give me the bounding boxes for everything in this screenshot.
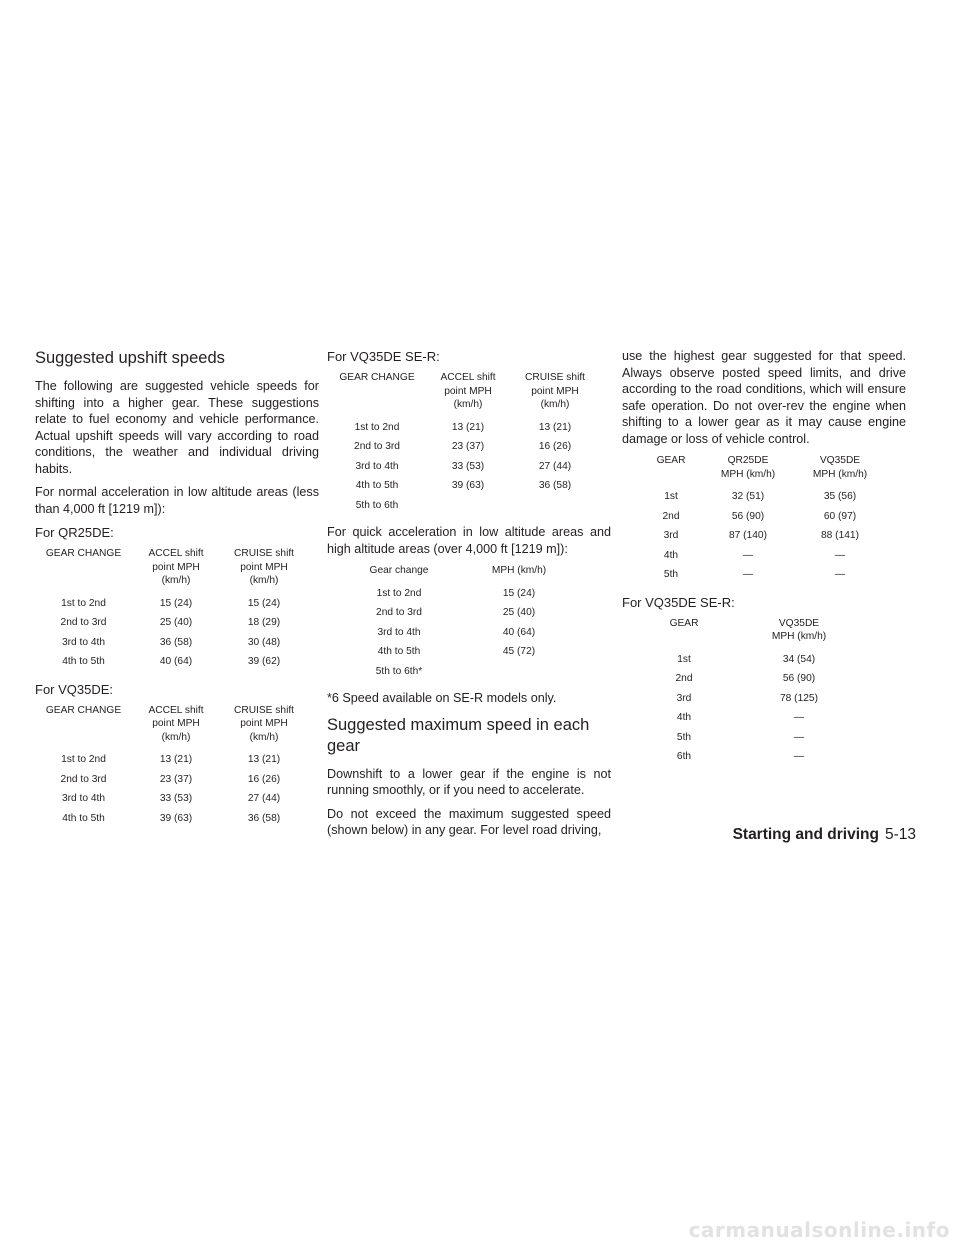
table-row (35, 789, 308, 809)
table-cell: 78 (125) (780, 692, 818, 704)
table-cell: 16 (26) (538, 441, 572, 453)
table-cell: 6th (676, 751, 692, 763)
table-row (339, 662, 579, 682)
table-cell: 4th (663, 549, 679, 561)
table-cell: — (793, 731, 805, 743)
table-cell: 35 (56) (823, 491, 857, 503)
table-cell: 33 (53) (159, 793, 193, 805)
max-speed-para3: use the highest gear suggested for that speed. Always observe posted speed limits, and drive according to the road conditions, which will ensure safe operation. Do not over-rev the engine when shifting to a lower gear as it may cause engine damage or loss of vehicle control. (622, 349, 906, 446)
column-header: CRUISE shift point MPH (km/h) (524, 372, 585, 410)
table-cell: — (834, 549, 846, 561)
table-row (644, 689, 874, 709)
table-cell: 3rd to 4th (61, 793, 106, 805)
column-header: VQ35DE MPH (km/h) (812, 455, 868, 480)
table-cell: 2nd (675, 673, 693, 685)
column-header: GEAR CHANGE (45, 704, 122, 716)
table-cell: 27 (44) (247, 793, 281, 805)
vq35de-ser-table (327, 371, 601, 515)
table-row (640, 526, 886, 546)
table-cell: 13 (21) (538, 421, 572, 433)
table-cell: 5th (676, 731, 692, 743)
table-cell: 30 (48) (247, 636, 281, 648)
quick-accel-text: For quick acceleration in low altitude areas and high altitude areas (over 4,000 ft [1219 m]): (327, 525, 611, 556)
column-header: VQ35DE MPH (km/h) (771, 617, 827, 642)
table-cell: 36 (58) (247, 812, 281, 824)
table-cell (427, 496, 509, 516)
ser-max-speed-table (644, 617, 874, 767)
table-cell: 23 (37) (159, 773, 193, 785)
column-header: CRUISE shift point MPH (km/h) (233, 548, 294, 586)
table-cell: 25 (40) (159, 617, 193, 629)
table-cell: — (742, 549, 754, 561)
footnote: *6 Speed available on SE-R models only. (327, 691, 557, 705)
column-header: MPH (km/h) (491, 565, 547, 576)
column-header: GEAR CHANGE (339, 372, 415, 383)
table-cell: 36 (58) (538, 480, 572, 492)
table-cell: 34 (54) (782, 653, 816, 665)
table-cell: 2nd to 3rd (354, 441, 400, 453)
table-cell: 4th to 5th (377, 646, 421, 658)
normal-accel-text: For normal acceleration in low altitude areas (less than 4,000 ft [1219 m]): (35, 485, 319, 516)
column-header: GEAR CHANGE (45, 548, 122, 559)
table-cell: 40 (64) (159, 656, 193, 668)
column-header: Gear change (369, 565, 429, 576)
column-right (622, 348, 906, 776)
table-cell: 4th to 5th (62, 656, 105, 668)
table-row (327, 496, 601, 516)
table-cell: 88 (141) (821, 530, 859, 542)
table-cell: 1st to 2nd (61, 597, 106, 609)
table-cell: 33 (53) (451, 460, 485, 472)
table-cell: 60 (97) (823, 510, 857, 522)
table-cell: — (742, 569, 754, 581)
table-row (640, 546, 886, 566)
table-cell: 1st to 2nd (376, 587, 422, 599)
watermark (0, 1218, 960, 1242)
table-cell: 27 (44) (538, 460, 572, 472)
table-cell: 4th to 5th (355, 480, 399, 492)
table-cell: 56 (90) (782, 673, 816, 685)
quick-accel-table (339, 564, 579, 681)
table-cell: 13 (21) (247, 754, 281, 766)
table-cell: 56 (90) (731, 510, 765, 522)
table-cell: 4th to 5th (62, 812, 105, 824)
qr25de-label: For QR25DE: (35, 525, 114, 540)
table-cell: 3rd to 4th (377, 626, 421, 638)
vq35de-ser-label: For VQ35DE SE-R: (327, 349, 440, 364)
table-cell: 1st (664, 491, 678, 503)
table-row (35, 750, 308, 770)
max-speed-heading: Suggested maximum speed in each gear (327, 715, 590, 755)
table-row (640, 565, 886, 585)
table-cell: 45 (72) (502, 646, 536, 658)
column-header: ACCEL shift point MPH (km/h) (440, 372, 496, 410)
table-cell: 16 (26) (247, 773, 281, 785)
table-cell: 36 (58) (159, 636, 193, 648)
watermark-text: carmanualsonline.info (688, 1218, 950, 1242)
table-cell: 15 (24) (159, 597, 193, 609)
table-row (644, 650, 874, 670)
table-row (327, 457, 601, 477)
table-row (35, 652, 308, 672)
table-row (35, 809, 308, 829)
column-middle (327, 348, 611, 846)
table-row (640, 487, 886, 507)
column-header: ACCEL shift point MPH (km/h) (148, 548, 204, 586)
table-row (339, 584, 579, 604)
table-row (644, 669, 874, 689)
table-row (35, 594, 308, 614)
vq35de-label: For VQ35DE: (35, 681, 114, 697)
table-cell: 23 (37) (451, 441, 485, 453)
page-number: 5-13 (884, 826, 916, 843)
table-cell: 5th to 6th* (375, 665, 423, 677)
table-cell: 5th to 6th (355, 499, 399, 511)
column-header: GEAR (656, 455, 686, 466)
table-row (644, 747, 874, 767)
table-cell: 15 (24) (502, 587, 536, 599)
table-cell: 39 (62) (247, 656, 281, 668)
table-cell: 18 (29) (247, 617, 281, 629)
table-row (327, 437, 601, 457)
table-cell (509, 496, 601, 516)
table-row (327, 476, 601, 496)
column-header: GEAR (669, 617, 699, 629)
table-cell: 13 (21) (451, 421, 485, 433)
column-header: ACCEL shift point MPH (km/h) (148, 704, 204, 743)
table-cell: 3rd (676, 692, 692, 704)
table-row (640, 507, 886, 527)
table-cell: 2nd to 3rd (60, 773, 107, 785)
table-row (327, 418, 601, 438)
table-cell: 3rd (663, 530, 679, 542)
table-cell (459, 662, 579, 682)
qr25de-table (35, 547, 308, 672)
ser-max-speed-label: For VQ35DE SE-R: (622, 594, 735, 610)
table-row (644, 708, 874, 728)
table-row (339, 623, 579, 643)
table-row (339, 603, 579, 623)
table-cell: 87 (140) (729, 530, 767, 542)
table-row (339, 642, 579, 662)
table-cell: — (793, 712, 805, 724)
table-cell: 1st to 2nd (61, 754, 106, 766)
table-cell: 3rd to 4th (61, 636, 106, 648)
column-left (35, 348, 319, 837)
table-cell: — (793, 751, 805, 763)
page-footer (733, 826, 916, 844)
table-cell: 40 (64) (502, 626, 536, 638)
table-cell: 2nd to 3rd (60, 617, 107, 629)
table-row (35, 633, 308, 653)
table-cell: 39 (63) (159, 812, 193, 824)
table-cell: 1st to 2nd (354, 421, 400, 433)
table-cell: 5th (663, 569, 679, 581)
vq35de-table (35, 704, 308, 829)
table-cell: 25 (40) (502, 607, 536, 619)
table-cell: 13 (21) (159, 754, 193, 766)
table-cell: 2nd to 3rd (376, 607, 422, 619)
table-row (644, 728, 874, 748)
column-header: QR25DE MPH (km/h) (720, 455, 776, 480)
max-speed-para1: Downshift to a lower gear if the engine is not running smoothly, or if you need to accelerate. (327, 766, 611, 797)
max-speed-para2: Do not exceed the maximum suggested speed (shown below) in any gear. For level road driving, (327, 806, 611, 837)
table-cell: 1st (677, 653, 691, 665)
table-cell: — (834, 569, 846, 581)
table-cell: 4th (676, 712, 692, 724)
upshift-intro: The following are suggested vehicle speeds for shifting into a higher gear. These suggestions relate to fuel economy and vehicle performance. Actual upshift speeds will vary according to road conditions, the weather and individual driving habits. (35, 379, 319, 476)
table-row (35, 613, 308, 633)
table-cell: 2nd (662, 510, 680, 522)
upshift-heading: Suggested upshift speeds (35, 349, 225, 367)
table-cell: 32 (51) (731, 491, 765, 503)
table-row (35, 770, 308, 790)
column-header: CRUISE shift point MPH (km/h) (233, 704, 294, 743)
footer-section-title: Starting and driving (732, 826, 879, 843)
gear-max-speed-table (640, 454, 886, 585)
table-cell: 39 (63) (451, 480, 485, 492)
table-cell: 15 (24) (247, 597, 281, 609)
table-cell: 3rd to 4th (355, 460, 399, 472)
